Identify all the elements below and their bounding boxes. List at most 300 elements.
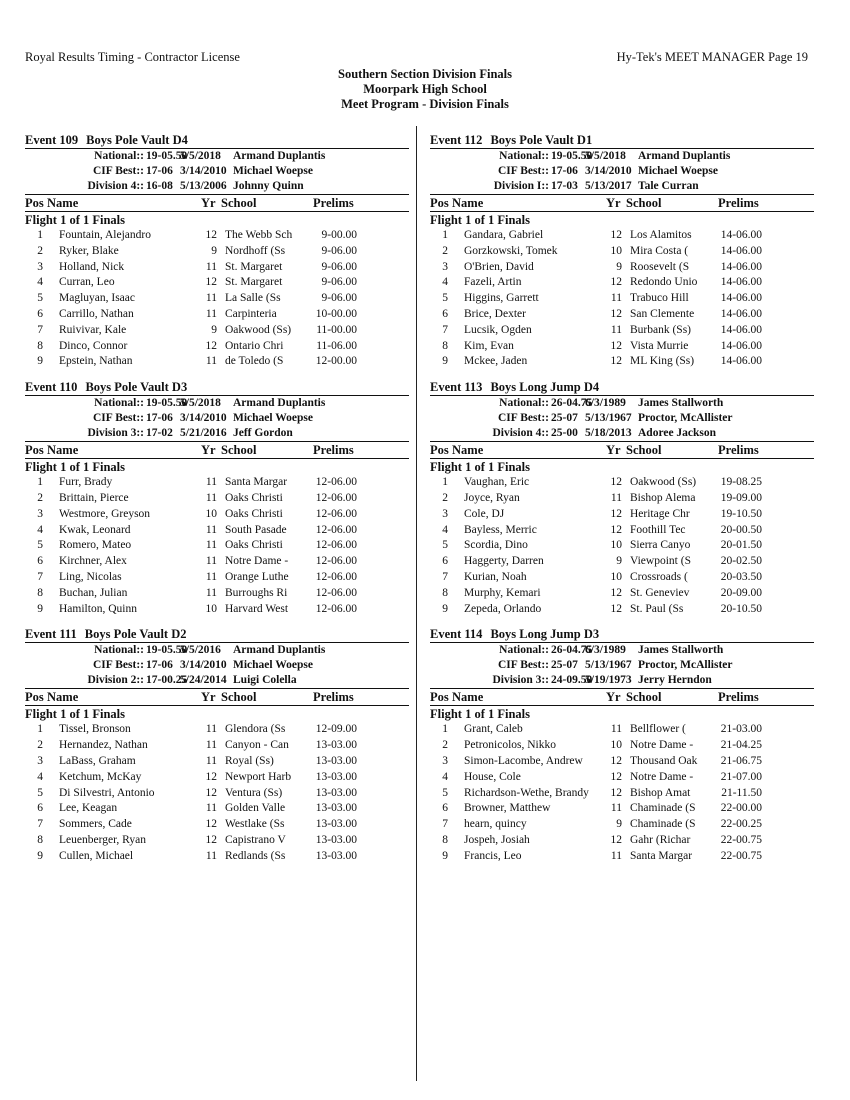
event-number: Event 113 bbox=[430, 380, 483, 395]
col-header-pos: Pos bbox=[25, 443, 44, 458]
entry-pos: 8 bbox=[37, 833, 43, 846]
entry-yr: 12 bbox=[610, 476, 622, 489]
entry-school: Chaminade (S bbox=[630, 802, 696, 815]
entry-school: St. Geneviev bbox=[630, 586, 690, 599]
table-row bbox=[430, 291, 814, 307]
entry-school: Oakwood (Ss) bbox=[630, 476, 697, 489]
event-title bbox=[430, 626, 814, 642]
entry-school: Roosevelt (S bbox=[630, 260, 690, 273]
entry-prelim: 21-04.25 bbox=[720, 739, 762, 752]
entry-pos: 6 bbox=[442, 555, 448, 568]
entry-yr: 11 bbox=[205, 555, 217, 568]
entry-school: Newport Harb bbox=[225, 770, 292, 783]
table-row bbox=[25, 475, 409, 491]
entry-prelim: 12-06.00 bbox=[315, 555, 357, 568]
entry-prelim: 21-06.75 bbox=[720, 754, 762, 767]
entry-yr: 10 bbox=[610, 570, 622, 583]
entry-school: Notre Dame - bbox=[225, 555, 289, 568]
table-row bbox=[25, 554, 409, 570]
table-row bbox=[430, 833, 814, 849]
col-header-school: School bbox=[221, 443, 257, 458]
entry-pos: 7 bbox=[37, 323, 43, 336]
record-date: 6/3/1989 bbox=[585, 644, 626, 657]
column-headers bbox=[25, 689, 409, 705]
record-date: 5/5/2018 bbox=[180, 150, 221, 162]
record-holder: Luigi Colella bbox=[233, 674, 297, 687]
entry-school: Trabuco Hill bbox=[630, 292, 689, 305]
entry-yr: 11 bbox=[205, 539, 217, 552]
entry-prelim: 14-06.00 bbox=[720, 339, 762, 352]
entry-prelim: 21-07.00 bbox=[720, 770, 762, 783]
entry-prelim: 12-09.00 bbox=[315, 723, 357, 736]
record-line bbox=[25, 643, 409, 658]
entry-name: Mckee, Jaden bbox=[464, 355, 528, 368]
entry-name: Browner, Matthew bbox=[464, 802, 551, 815]
entry-name: Lucsik, Ogden bbox=[464, 323, 532, 336]
table-row bbox=[25, 602, 409, 618]
entry-school: The Webb Sch bbox=[225, 229, 293, 241]
record-date: 3/14/2010 bbox=[180, 659, 227, 672]
table-row bbox=[25, 754, 409, 770]
entry-yr: 10 bbox=[610, 244, 622, 257]
record-date: 5/5/2018 bbox=[180, 397, 221, 410]
record-label: CIF Best:: bbox=[498, 412, 549, 425]
table-row bbox=[25, 570, 409, 586]
entry-school: Thousand Oak bbox=[630, 754, 698, 767]
entry-school: South Pasade bbox=[225, 523, 287, 536]
entry-prelim: 14-06.00 bbox=[720, 323, 762, 336]
entry-name: Sommers, Cade bbox=[59, 818, 132, 831]
table-row bbox=[430, 491, 814, 507]
entry-yr: 10 bbox=[205, 602, 217, 615]
event-name: Boys Long Jump D4 bbox=[490, 380, 600, 395]
entry-name: Petronicolos, Nikko bbox=[464, 739, 556, 752]
table-row bbox=[25, 586, 409, 602]
flight-label: Flight 1 of 1 Finals bbox=[25, 213, 126, 227]
entry-name: Ling, Nicolas bbox=[59, 570, 122, 583]
entry-pos: 5 bbox=[37, 786, 43, 799]
record-line bbox=[430, 396, 814, 411]
entry-name: Zepeda, Orlando bbox=[464, 602, 542, 615]
entry-school: Ontario Chri bbox=[225, 339, 284, 352]
entry-name: Fazeli, Artin bbox=[464, 276, 522, 289]
entry-yr: 12 bbox=[610, 276, 622, 289]
entry-prelim: 20-09.00 bbox=[720, 586, 762, 599]
entry-name: Simon-Lacombe, Andrew bbox=[464, 754, 583, 767]
table-row bbox=[25, 228, 409, 244]
entry-yr: 11 bbox=[205, 491, 217, 504]
entry-prelim: 22-00.75 bbox=[720, 833, 762, 846]
entry-pos: 7 bbox=[37, 570, 43, 583]
event-block bbox=[430, 132, 814, 370]
col-header-school: School bbox=[626, 196, 662, 210]
entry-name: Brice, Dexter bbox=[464, 307, 526, 320]
entry-name: Scordia, Dino bbox=[464, 539, 528, 552]
entry-school: Chaminade (S bbox=[630, 818, 696, 831]
record-label: Division 4:: bbox=[87, 180, 144, 192]
entry-prelim: 12-06.00 bbox=[315, 586, 357, 599]
col-header-name: Name bbox=[452, 443, 484, 458]
entry-prelim: 14-06.00 bbox=[720, 260, 762, 273]
entry-pos: 8 bbox=[442, 586, 448, 599]
entry-prelim: 9-06.00 bbox=[321, 292, 357, 305]
record-mark: 16-08 bbox=[146, 180, 173, 192]
record-holder: James Stallworth bbox=[638, 644, 724, 657]
table-row bbox=[430, 770, 814, 786]
record-line bbox=[430, 149, 814, 164]
event-name: Boys Pole Vault D2 bbox=[84, 627, 187, 642]
entry-prelim: 14-06.00 bbox=[720, 292, 762, 305]
entry-pos: 4 bbox=[442, 276, 448, 289]
record-mark: 17-02 bbox=[146, 427, 173, 440]
entry-name: Magluyan, Isaac bbox=[59, 292, 135, 305]
entry-prelim: 13-03.00 bbox=[315, 818, 357, 831]
entry-pos: 6 bbox=[37, 555, 43, 568]
table-row bbox=[430, 602, 814, 618]
record-mark: 17-06 bbox=[146, 659, 173, 672]
entry-pos: 2 bbox=[37, 739, 43, 752]
entry-name: Gandara, Gabriel bbox=[464, 229, 544, 241]
entry-name: Kurian, Noah bbox=[464, 570, 527, 583]
entry-name: Richardson-Wethe, Brandy bbox=[464, 786, 589, 799]
entry-yr: 10 bbox=[610, 739, 622, 752]
entry-prelim: 9-00.00 bbox=[321, 229, 357, 241]
entry-school: Los Alamitos bbox=[630, 229, 692, 241]
entry-pos: 3 bbox=[37, 260, 43, 273]
entry-name: House, Cole bbox=[464, 770, 521, 783]
entry-pos: 9 bbox=[37, 602, 43, 615]
record-label: National:: bbox=[499, 150, 549, 162]
record-mark: 24-09.50 bbox=[551, 674, 593, 687]
table-row bbox=[25, 722, 409, 738]
entry-yr: 11 bbox=[205, 292, 217, 305]
record-holder: Michael Woepse bbox=[233, 659, 313, 672]
entry-school: Orange Luthe bbox=[225, 570, 289, 583]
record-holder: Armand Duplantis bbox=[233, 397, 326, 410]
entry-school: St. Paul (Ss bbox=[630, 602, 684, 615]
entry-prelim: 12-06.00 bbox=[315, 523, 357, 536]
entry-name: Cole, DJ bbox=[464, 507, 505, 520]
col-header-prelims: Prelims bbox=[313, 196, 354, 210]
entry-name: O'Brien, David bbox=[464, 260, 534, 273]
entry-yr: 11 bbox=[205, 307, 217, 320]
entry-yr: 12 bbox=[610, 754, 622, 767]
entry-school: Carpinteria bbox=[225, 307, 277, 320]
entry-name: Gorzkowski, Tomek bbox=[464, 244, 558, 257]
flight-label: Flight 1 of 1 Finals bbox=[430, 213, 531, 227]
entry-yr: 9 bbox=[211, 244, 217, 257]
record-mark: 17-06 bbox=[551, 165, 578, 177]
entry-pos: 6 bbox=[442, 307, 448, 320]
entry-pos: 3 bbox=[442, 754, 448, 767]
entry-prelim: 9-06.00 bbox=[321, 244, 357, 257]
entry-yr: 12 bbox=[205, 786, 217, 799]
entry-prelim: 13-03.00 bbox=[315, 739, 357, 752]
entry-name: Dinco, Connor bbox=[59, 339, 128, 352]
entry-pos: 7 bbox=[442, 323, 448, 336]
table-row bbox=[25, 849, 409, 865]
entry-name: Lee, Keagan bbox=[59, 802, 118, 815]
entry-yr: 11 bbox=[205, 570, 217, 583]
entry-pos: 2 bbox=[37, 491, 43, 504]
record-date: 5/5/2016 bbox=[180, 644, 221, 657]
table-row bbox=[430, 323, 814, 339]
record-line bbox=[430, 179, 814, 194]
entry-name: Westmore, Greyson bbox=[59, 507, 151, 520]
col-header-yr: Yr bbox=[606, 196, 621, 210]
entry-name: Romero, Mateo bbox=[59, 539, 132, 552]
entry-school: Canyon - Can bbox=[225, 739, 289, 752]
col-header-school: School bbox=[221, 196, 257, 210]
entry-school: Capistrano V bbox=[225, 833, 286, 846]
record-date: 6/3/1989 bbox=[585, 397, 626, 410]
entry-yr: 12 bbox=[610, 770, 622, 783]
entry-prelim: 21-03.00 bbox=[720, 723, 762, 736]
entry-school: La Salle (Ss bbox=[225, 292, 281, 305]
record-line bbox=[25, 426, 409, 441]
entry-yr: 11 bbox=[205, 723, 217, 736]
entry-school: Crossroads ( bbox=[630, 570, 688, 583]
entry-school: Glendora (Ss bbox=[225, 723, 286, 736]
col-header-name: Name bbox=[452, 690, 484, 705]
entry-pos: 6 bbox=[37, 802, 43, 815]
table-row bbox=[430, 538, 814, 554]
entry-yr: 12 bbox=[205, 276, 217, 289]
entry-pos: 9 bbox=[442, 849, 448, 862]
entry-pos: 3 bbox=[37, 754, 43, 767]
entry-name: Epstein, Nathan bbox=[59, 355, 133, 368]
event-number: Event 109 bbox=[25, 133, 79, 147]
record-line bbox=[430, 643, 814, 658]
entry-school: Westlake (Ss bbox=[225, 818, 285, 831]
entry-yr: 12 bbox=[610, 786, 622, 799]
table-row bbox=[25, 833, 409, 849]
entry-yr: 11 bbox=[205, 260, 217, 273]
record-label: CIF Best:: bbox=[498, 659, 549, 672]
col-header-name: Name bbox=[47, 196, 79, 210]
record-date: 5/13/1967 bbox=[585, 412, 632, 425]
entry-name: Leuenberger, Ryan bbox=[59, 833, 146, 846]
entry-pos: 5 bbox=[442, 786, 448, 799]
entry-yr: 12 bbox=[610, 586, 622, 599]
entry-pos: 3 bbox=[37, 507, 43, 520]
table-row bbox=[25, 738, 409, 754]
page-header-right: Hy-Tek's MEET MANAGER Page 19 bbox=[616, 50, 808, 64]
record-date: 5/24/2014 bbox=[180, 674, 227, 687]
record-line bbox=[25, 179, 409, 194]
entry-yr: 12 bbox=[610, 602, 622, 615]
record-holder: Michael Woepse bbox=[233, 412, 313, 425]
event-name: Boys Pole Vault D4 bbox=[86, 133, 188, 147]
entry-school: Bishop Alema bbox=[630, 491, 696, 504]
entry-school: Oaks Christi bbox=[225, 539, 283, 552]
entry-prelim: 13-03.00 bbox=[315, 802, 357, 815]
entry-pos: 3 bbox=[442, 260, 448, 273]
entry-name: Carrillo, Nathan bbox=[59, 307, 134, 320]
table-row bbox=[430, 554, 814, 570]
entry-school: Santa Margar bbox=[630, 849, 693, 862]
record-label: CIF Best:: bbox=[93, 412, 144, 425]
table-row bbox=[25, 244, 409, 260]
entry-yr: 12 bbox=[205, 339, 217, 352]
entry-prelim: 12-06.00 bbox=[315, 491, 357, 504]
entry-school: Burbank (Ss) bbox=[630, 323, 692, 336]
column-headers bbox=[430, 689, 814, 705]
col-header-yr: Yr bbox=[606, 690, 621, 705]
entry-prelim: 11-00.00 bbox=[316, 323, 357, 336]
entry-pos: 4 bbox=[37, 523, 43, 536]
record-date: 3/14/2010 bbox=[585, 165, 632, 177]
record-date: 5/21/2016 bbox=[180, 427, 227, 440]
entry-school: de Toledo (S bbox=[225, 355, 284, 368]
table-row bbox=[25, 491, 409, 507]
license-text: Royal Results Timing - Contractor License bbox=[25, 50, 240, 64]
entry-school: Foothill Tec bbox=[630, 523, 686, 536]
flight-label: Flight 1 of 1 Finals bbox=[25, 707, 126, 722]
table-row bbox=[430, 307, 814, 323]
event-block bbox=[25, 132, 409, 370]
event-number: Event 114 bbox=[430, 627, 483, 642]
record-date: 5/13/2017 bbox=[585, 180, 632, 192]
record-holder: Michael Woepse bbox=[233, 165, 313, 177]
entry-prelim: 19-08.25 bbox=[720, 476, 762, 489]
record-label: National:: bbox=[499, 397, 549, 410]
record-holder: Armand Duplantis bbox=[233, 150, 326, 162]
flight-label: Flight 1 of 1 Finals bbox=[430, 707, 531, 722]
table-row bbox=[430, 523, 814, 539]
event-number: Event 112 bbox=[430, 133, 483, 147]
flight-label: Flight 1 of 1 Finals bbox=[430, 460, 531, 475]
record-holder: Proctor, McAllister bbox=[638, 659, 733, 672]
entry-prelim: 12-06.00 bbox=[315, 507, 357, 520]
entry-yr: 10 bbox=[205, 507, 217, 520]
record-mark: 17-06 bbox=[146, 165, 173, 177]
entry-name: Di Silvestri, Antonio bbox=[59, 786, 155, 799]
entry-yr: 11 bbox=[205, 355, 217, 368]
record-holder: Jerry Herndon bbox=[638, 674, 712, 687]
entry-school: Heritage Chr bbox=[630, 507, 690, 520]
entry-name: Joyce, Ryan bbox=[464, 491, 520, 504]
entry-pos: 8 bbox=[442, 339, 448, 352]
entry-pos: 7 bbox=[442, 570, 448, 583]
entry-name: Tissel, Bronson bbox=[59, 723, 131, 736]
entry-pos: 1 bbox=[442, 723, 448, 736]
record-date: 5/13/1967 bbox=[585, 659, 632, 672]
entry-school: Sierra Canyo bbox=[630, 539, 691, 552]
table-row bbox=[25, 538, 409, 554]
entry-prelim: 14-06.00 bbox=[720, 244, 762, 257]
entry-prelim: 9-06.00 bbox=[321, 260, 357, 273]
entry-name: Furr, Brady bbox=[59, 476, 113, 489]
entry-pos: 5 bbox=[37, 539, 43, 552]
table-row bbox=[25, 260, 409, 276]
entry-pos: 8 bbox=[37, 586, 43, 599]
record-holder: James Stallworth bbox=[638, 397, 724, 410]
col-header-prelims: Prelims bbox=[718, 690, 759, 705]
record-holder: Armand Duplantis bbox=[638, 150, 731, 162]
record-mark: 26-04.75 bbox=[551, 644, 593, 657]
col-header-school: School bbox=[626, 690, 662, 705]
entry-prelim: 13-03.00 bbox=[315, 786, 357, 799]
record-line bbox=[430, 426, 814, 441]
entry-school: Oaks Christi bbox=[225, 507, 283, 520]
col-header-prelims: Prelims bbox=[718, 443, 759, 458]
entry-school: Vista Murrie bbox=[630, 339, 689, 352]
record-date: 3/14/2010 bbox=[180, 165, 227, 177]
col-header-name: Name bbox=[47, 690, 79, 705]
column-headers bbox=[430, 442, 814, 458]
event-title bbox=[25, 132, 409, 148]
entry-school: Redlands (Ss bbox=[225, 849, 286, 862]
record-holder: Armand Duplantis bbox=[233, 644, 326, 657]
col-header-pos: Pos bbox=[430, 443, 449, 458]
table-row bbox=[25, 307, 409, 323]
entry-yr: 11 bbox=[610, 323, 622, 336]
entry-school: Bishop Amat bbox=[630, 786, 691, 799]
record-label: National:: bbox=[499, 644, 549, 657]
event-title bbox=[430, 132, 814, 148]
table-row bbox=[25, 323, 409, 339]
entry-school: San Clemente bbox=[630, 307, 695, 320]
entry-pos: 1 bbox=[37, 229, 43, 241]
table-row bbox=[430, 849, 814, 865]
entry-name: Kirchner, Alex bbox=[59, 555, 127, 568]
table-row bbox=[430, 354, 814, 370]
entry-school: Oakwood (Ss) bbox=[225, 323, 292, 336]
entry-pos: 5 bbox=[37, 292, 43, 305]
record-label: National:: bbox=[94, 397, 144, 410]
table-row bbox=[430, 786, 814, 802]
entry-pos: 1 bbox=[37, 476, 43, 489]
entry-school: Golden Valle bbox=[225, 802, 286, 815]
entry-prelim: 20-02.50 bbox=[720, 555, 762, 568]
table-row bbox=[25, 507, 409, 523]
col-header-prelims: Prelims bbox=[313, 690, 354, 705]
entry-pos: 2 bbox=[442, 739, 448, 752]
entry-pos: 9 bbox=[442, 355, 448, 368]
entry-prelim: 13-03.00 bbox=[315, 833, 357, 846]
entry-yr: 11 bbox=[610, 292, 622, 305]
entry-yr: 12 bbox=[610, 507, 622, 520]
event-number: Event 111 bbox=[25, 627, 77, 642]
record-label: Division 3:: bbox=[87, 427, 144, 440]
entry-school: Notre Dame - bbox=[630, 770, 694, 783]
entry-prelim: 13-03.00 bbox=[315, 770, 357, 783]
entry-pos: 2 bbox=[37, 244, 43, 257]
entry-name: Curran, Leo bbox=[59, 276, 115, 289]
col-header-prelims: Prelims bbox=[718, 196, 759, 210]
record-mark: 17-03 bbox=[551, 180, 578, 192]
event-title bbox=[25, 379, 409, 395]
entry-school: Bellflower ( bbox=[630, 723, 686, 736]
entry-pos: 4 bbox=[442, 770, 448, 783]
record-date: 5/13/2006 bbox=[180, 180, 227, 192]
record-line bbox=[430, 164, 814, 179]
entry-prelim: 21-11.50 bbox=[721, 786, 762, 799]
right-column bbox=[430, 132, 814, 874]
entry-school: Santa Margar bbox=[225, 476, 288, 489]
record-line bbox=[25, 673, 409, 688]
record-label: CIF Best:: bbox=[498, 165, 549, 177]
entry-prelim: 20-10.50 bbox=[720, 602, 762, 615]
entry-name: Fountain, Alejandro bbox=[59, 229, 151, 241]
entry-prelim: 11-06.00 bbox=[316, 339, 357, 352]
entry-yr: 9 bbox=[616, 260, 622, 273]
record-line bbox=[430, 411, 814, 426]
left-column bbox=[25, 132, 409, 874]
entry-yr: 11 bbox=[205, 754, 217, 767]
entry-pos: 9 bbox=[37, 355, 43, 368]
